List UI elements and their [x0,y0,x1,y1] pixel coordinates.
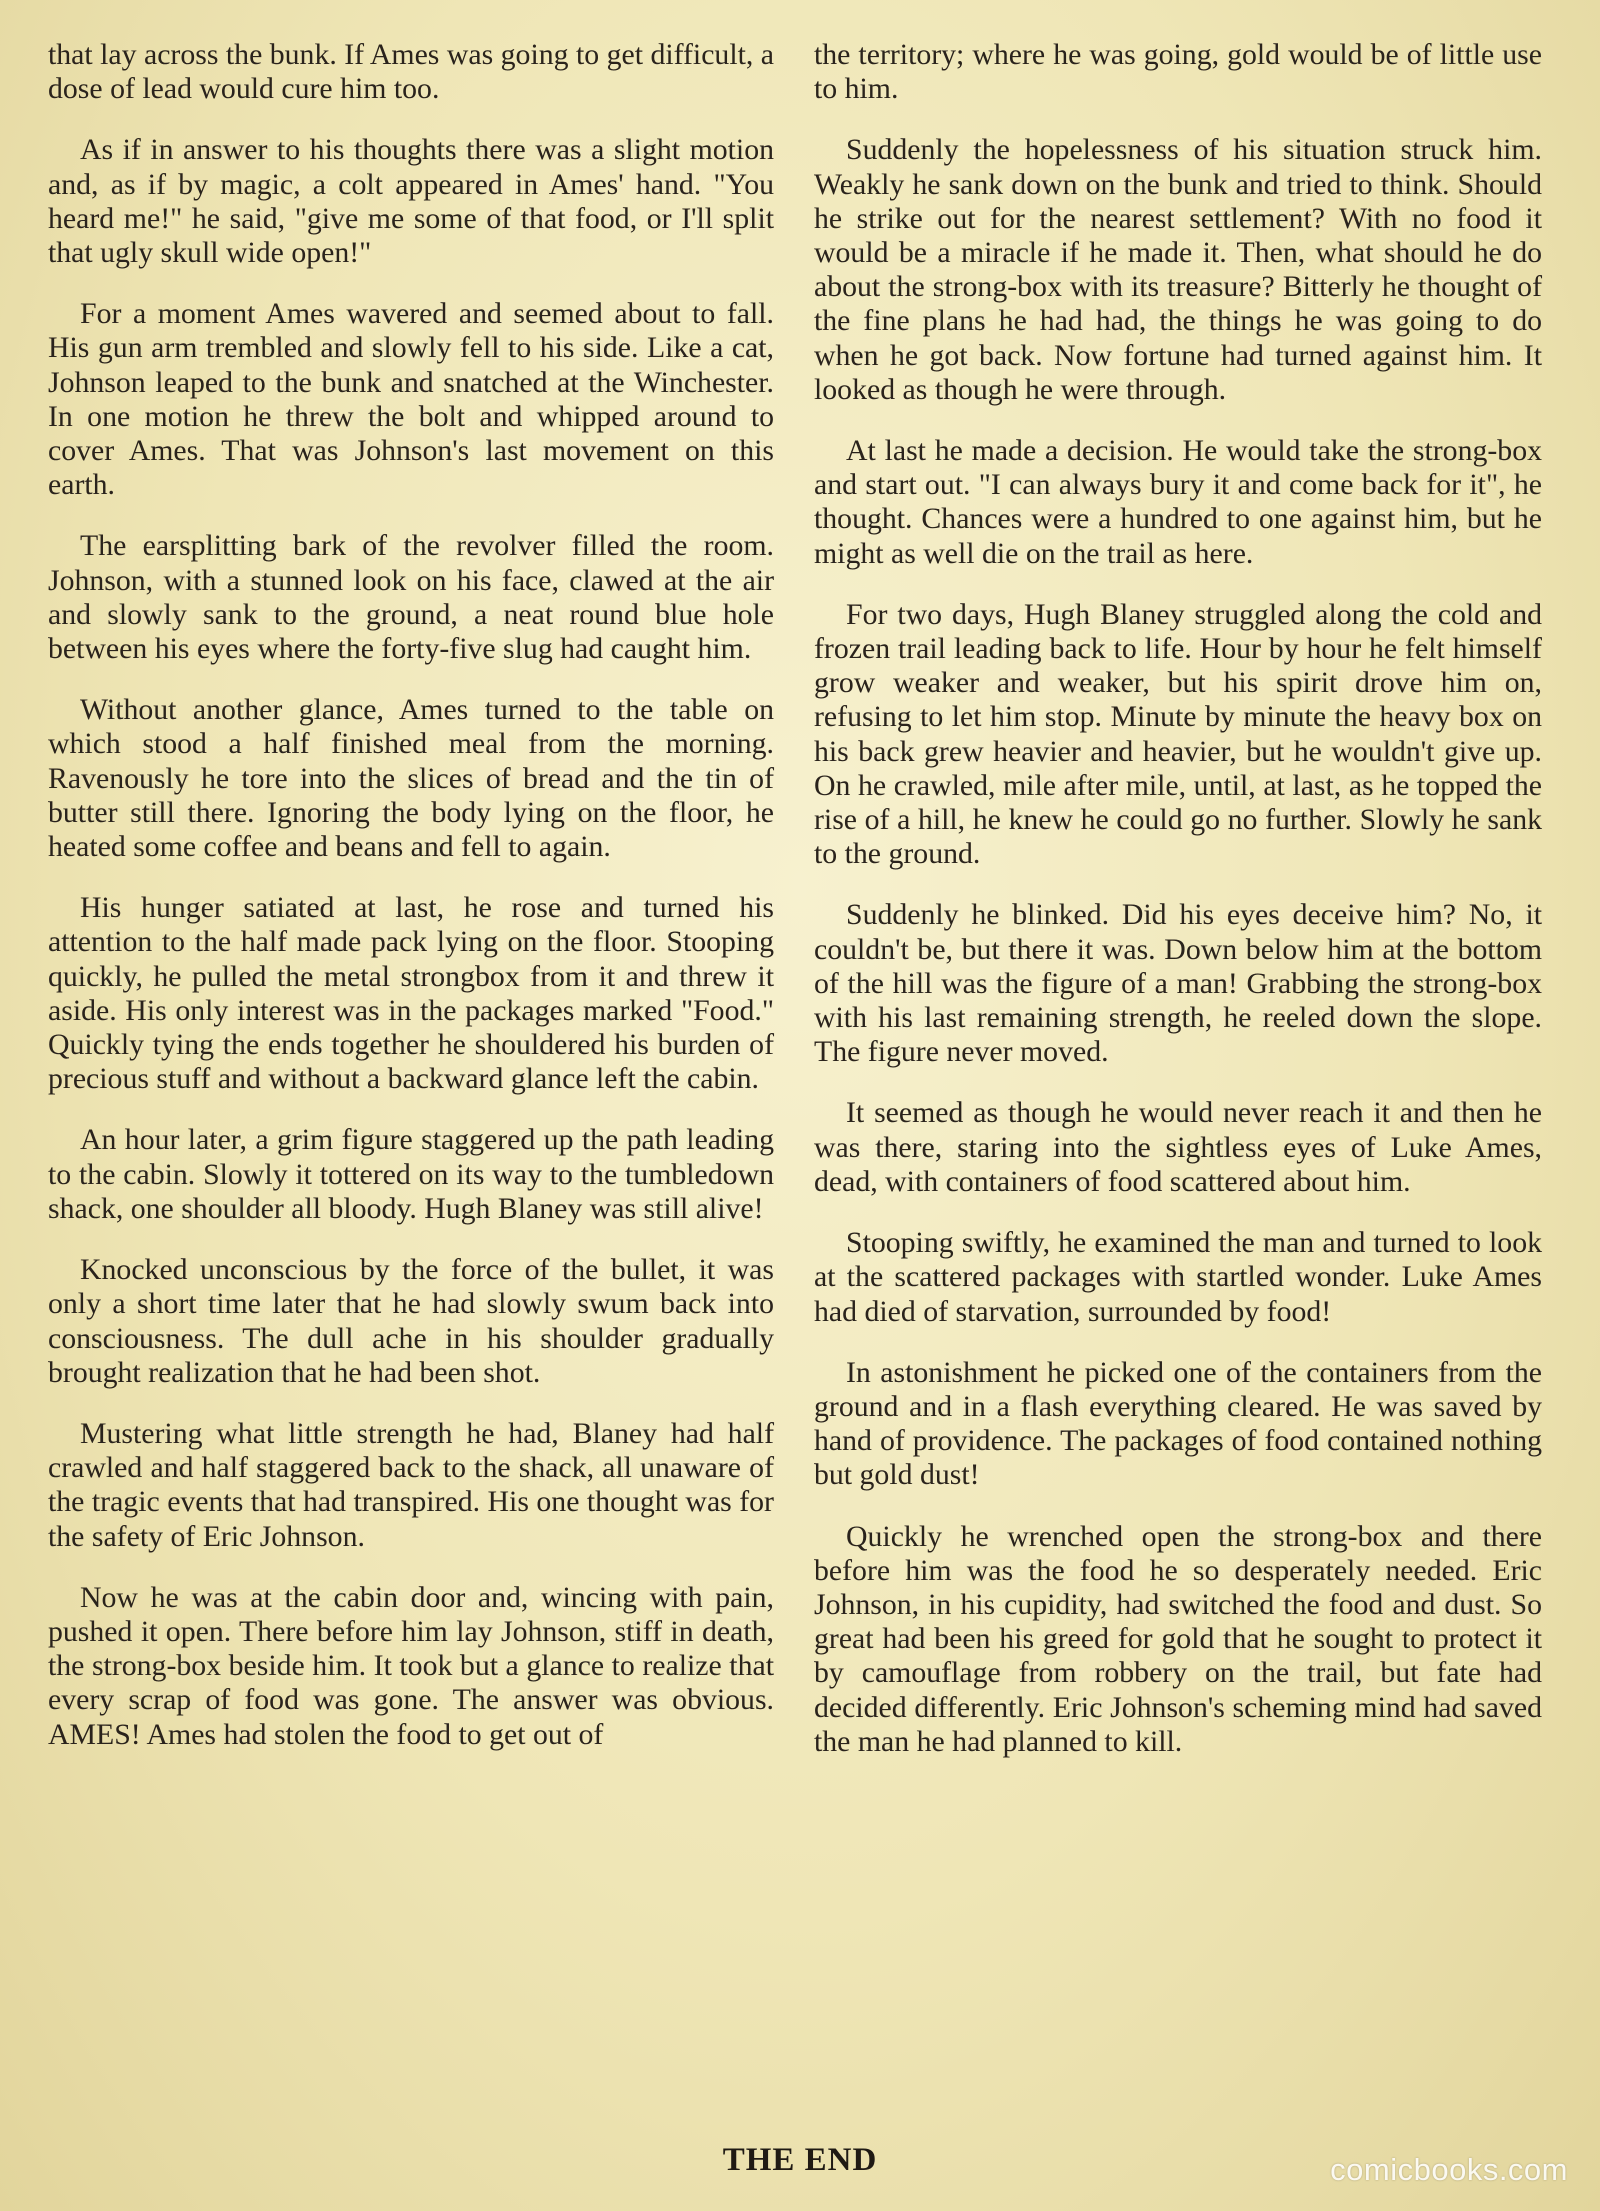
story-paragraph: As if in answer to his thoughts there was a slight motion and, as if by magic, a colt appeared in Ames' hand. "You heard me!" he said, "give me some of that food, or I'll split that ugly skull wide open!" [48,133,774,270]
left-text-column [48,38,774,1779]
story-paragraph: Now he was at the cabin door and, wincing with pain, pushed it open. There before him lay Johnson, stiff in death, the strong-box beside him. It took but a glance to realize that every scrap of food was gone. The answer was obvious. AMES! Ames had stolen the food to get out of [48,1580,774,1751]
story-paragraph: the territory; where he was going, gold would be of little use to him. [814,38,1542,106]
story-paragraph: Stooping swiftly, he examined the man and turned to look at the scattered packages with startled wonder. Luke Ames had died of starvation, surrounded by food! [814,1226,1542,1328]
story-paragraph: An hour later, a grim figure staggered up the path leading to the cabin. Slowly it tottered on its way to the tumbledown shack, one shoulder all bloody. Hugh Blaney was still alive! [48,1123,774,1225]
story-paragraph: Without another glance, Ames turned to the table on which stood a half finished meal from the morning. Ravenously he tore into the slices of bread and the tin of butter still there. Ignoring the body lying on the floor, he heated some coffee and beans and fell to again. [48,693,774,864]
site-watermark: comicbooks.com [1330,2152,1568,2187]
story-paragraph: Knocked unconscious by the force of the bullet, it was only a short time later that he had slowly swum back into consciousness. The dull ache in his shoulder gradually brought realization that he had been shot. [48,1253,774,1389]
story-paragraph: that lay across the bunk. If Ames was going to get difficult, a dose of lead would cure him too. [48,38,775,106]
story-paragraph: At last he made a decision. He would take the strong-box and start out. "I can always bury it and come back for it", he thought. Chances were a hundred to one against him, but he might as well die on the trail as here. [814,434,1542,570]
story-paragraph: His hunger satiated at last, he rose and turned his attention to the half made pack lying on the floor. Stooping quickly, he pulled the metal strongbox from it and threw it aside. His only interest was in the packages marked "Food." Quickly tying the ends together he shouldered his burden of precious stuff and without a backward glance left the cabin. [48,891,774,1096]
story-paragraph: In astonishment he picked one of the containers from the ground and in a flash everything cleared. He was saved by hand of providence. The packages of food contained nothing but gold dust! [814,1355,1542,1492]
story-paragraph: For a moment Ames wavered and seemed about to fall. His gun arm trembled and slowly fell to his side. Like a cat, Johnson leaped to the bunk and snatched at the Winchester. In one motion he threw the bolt and whipped around to cover Ames. That was Johnson's last movement on this earth. [48,297,774,502]
right-text-column [814,38,1542,1786]
story-paragraph: For two days, Hugh Blaney struggled along the cold and frozen trail leading back to life. Hour by hour he felt himself grow weaker and weaker, but his spirit drove him on, refusing to let him stop. Minute by minute the heavy box on his back grew heavier and heavier, but he wouldn't give up. On he crawled, mile after mile, until, at last, as he topped the rise of a hill, he knew he could go no further. Slowly he sank to the ground. [814,597,1542,871]
story-paragraph: Mustering what little strength he had, Blaney had half crawled and half staggered back to the shack, all unaware of the tragic events that had transpired. His one thought was for the safety of Eric Johnson. [48,1416,774,1553]
story-paragraph: The earsplitting bark of the revolver filled the room. Johnson, with a stunned look on his face, clawed at the air and slowly sank to the ground, a neat round blue hole between his eyes where the forty-five slug had caught him. [48,529,774,666]
story-paragraph: It seemed as though he would never reach it and then he was there, staring into the sightless eyes of Luke Ames, dead, with containers of food scattered about him. [814,1096,1542,1198]
story-paragraph: Quickly he wrenched open the strong-box and there before him was the food he so desperately needed. Eric Johnson, in his cupidity, had switched the food and dust. So great had been his greed for gold that he sought to protect it by camouflage from robbery on the trail, but fate had decided differently. Eric Johnson's scheming mind had saved the man he had planned to kill. [814,1519,1542,1758]
the-end-title: THE END [722,2142,878,2178]
story-paragraph: Suddenly the hopelessness of his situation struck him. Weakly he sank down on the bunk and tried to think. Should he strike out for the nearest settlement? With no food it would be a miracle if he made it. Then, what should he do about the strong-box with its treasure? Bitterly he thought of the fine plans he had had, the things he was going to do when he got back. Now fortune had turned against him. It looked as though he were through. [814,133,1542,406]
story-paragraph: Suddenly he blinked. Did his eyes deceive him? No, it couldn't be, but there it was. Down below him at the bottom of the hill was the figure of a man! Grabbing the strong-box with his last remaining strength, he reeled down the slope. The figure never moved. [814,898,1542,1069]
